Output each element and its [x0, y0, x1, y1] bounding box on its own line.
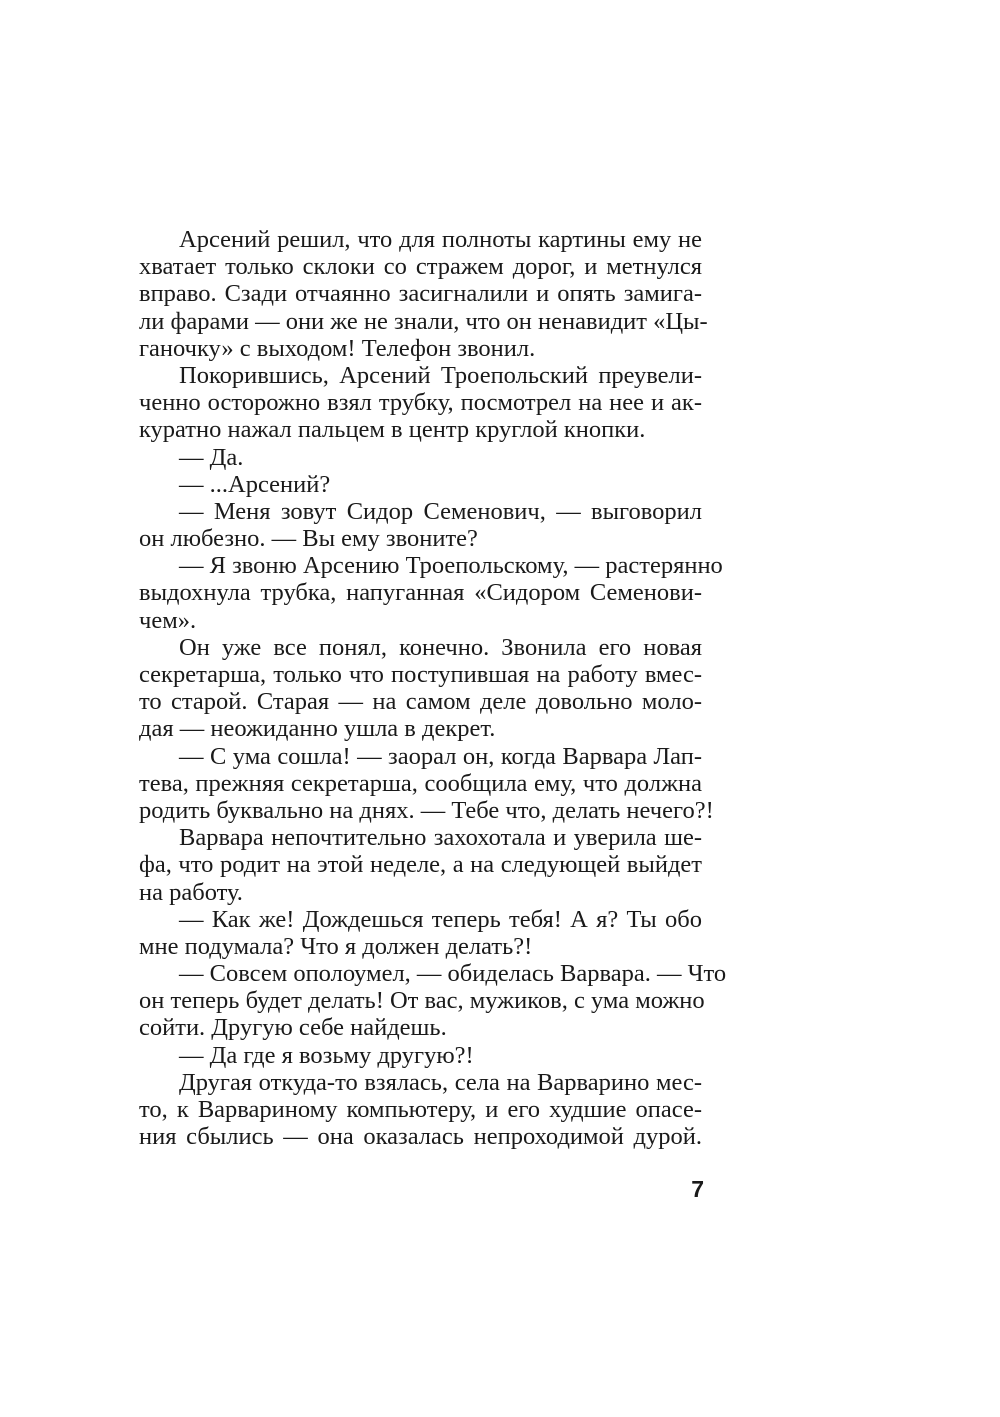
text-line: куратно нажал пальцем в центр круглой кнопки.: [139, 416, 646, 444]
text-line: — ...Арсений?: [179, 470, 331, 498]
text-line: выдохнула трубка, напуганная «Сидором Семенови-: [139, 579, 702, 607]
text-line: — С ума сошла! — заорал он, когда Варвара Лап-: [179, 742, 702, 770]
text-line: тева, прежняя секретарша, сообщила ему, что должна: [139, 769, 702, 797]
text-line: мне подумала? Что я должен делать?!: [139, 932, 533, 960]
text-line: хватает только склоки со стражем дорог, и метнулся: [139, 253, 702, 281]
book-text: [139, 226, 727, 1151]
text-line: сойти. Другую себе найдешь.: [139, 1014, 447, 1042]
text-line: — Я звоню Арсению Троепольскому, — растерянно: [179, 552, 723, 580]
text-line: Варвара непочтительно захохотала и уверила ше-: [179, 824, 702, 852]
text-line: — Совсем ополоумел, — обиделась Варвара. — Что: [179, 960, 727, 988]
text-line: — Как же! Дождешься теперь тебя! А я? Ты обо: [179, 905, 702, 933]
text-line: родить буквально на днях. — Тебе что, делать нечего?!: [139, 796, 714, 824]
text-line: — Да где я возьму другую?!: [179, 1041, 474, 1069]
text-line: секретарша, только что поступившая на работу вмес-: [139, 661, 702, 688]
text-line: то старой. Старая — на самом деле довольно моло-: [139, 688, 702, 716]
text-line: то, к Варвариному компьютеру, и его худшие опасе-: [139, 1096, 702, 1123]
page-number: 7: [691, 1176, 704, 1202]
text-line: Другая откуда-то взялась, села на Варварино мес-: [179, 1068, 702, 1096]
text-line: Арсений решил, что для полноты картины ему не: [179, 226, 702, 253]
text-line: на работу.: [139, 878, 243, 906]
text-line: Он уже все понял, конечно. Звонила его новая: [179, 633, 702, 661]
text-line: он теперь будет делать! От вас, мужиков, с ума можно: [139, 987, 705, 1015]
text-line: Покорившись, Арсений Троепольский преувели-: [179, 361, 702, 389]
text-line: фа, что родит на этой неделе, а на следующей выйдет: [139, 851, 702, 879]
text-line: ли фарами — они же не знали, что он ненавидит «Цы-: [139, 307, 708, 335]
text-line: дая — неожиданно ушла в декрет.: [139, 715, 496, 743]
text-line: ченно осторожно взял трубку, посмотрел на нее и ак-: [139, 389, 702, 417]
text-line: чем».: [139, 606, 197, 634]
text-line: — Да.: [179, 443, 244, 471]
text-line: он любезно. — Вы ему звоните?: [139, 525, 478, 553]
text-line: вправо. Сзади отчаянно засигналили и опять замига-: [139, 280, 702, 308]
text-line: — Меня зовут Сидор Семенович, — выговорил: [179, 497, 702, 525]
text-line: ния сбылись — она оказалась непроходимой дурой.: [139, 1123, 702, 1151]
text-line: ганочку» с выходом! Телефон звонил.: [139, 334, 536, 362]
